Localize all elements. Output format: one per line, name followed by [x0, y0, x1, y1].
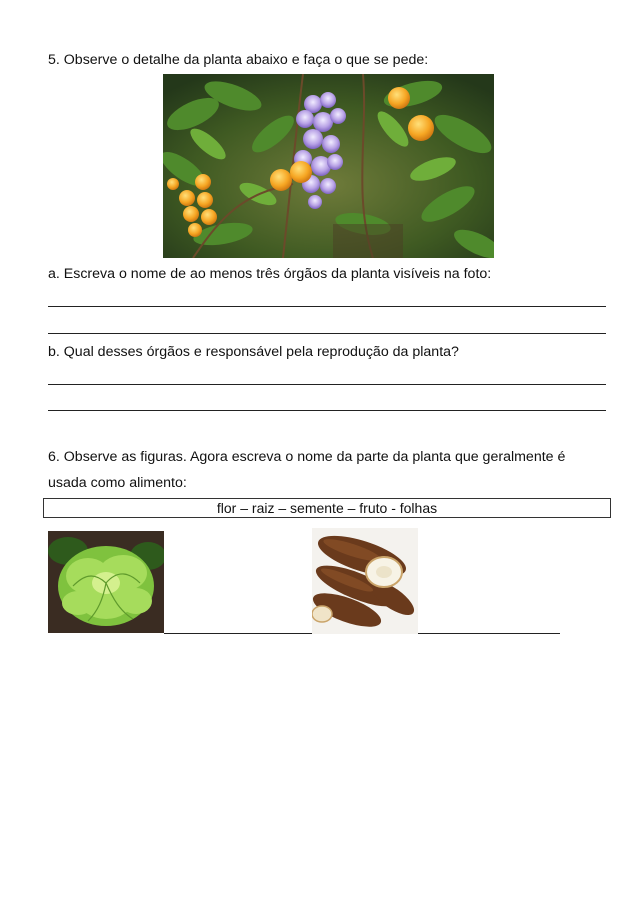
- answer-line[interactable]: [48, 333, 606, 334]
- answer-line[interactable]: [48, 384, 606, 385]
- answer-line[interactable]: [48, 306, 606, 307]
- answer-line-cassava[interactable]: [418, 633, 560, 634]
- question-5a: a. Escreva o nome de ao menos três órgãos da planta visíveis na foto:: [48, 266, 492, 282]
- plant-photo: [163, 74, 494, 258]
- question-6-title-line1: 6. Observe as figuras. Agora escreva o nome da parte da planta que geralmente é: [48, 449, 566, 465]
- answer-line-lettuce[interactable]: [164, 633, 312, 634]
- cassava-image: [312, 528, 418, 634]
- question-5b: b. Qual desses órgãos e responsável pela reprodução da planta?: [48, 344, 459, 360]
- question-5-title: 5. Observe o detalhe da planta abaixo e faça o que se pede:: [48, 52, 429, 68]
- word-bank: flor – raiz – semente – fruto - folhas: [43, 498, 611, 518]
- answer-line[interactable]: [48, 410, 606, 411]
- lettuce-image: [48, 531, 164, 633]
- question-6-title-line2: usada como alimento:: [48, 475, 187, 491]
